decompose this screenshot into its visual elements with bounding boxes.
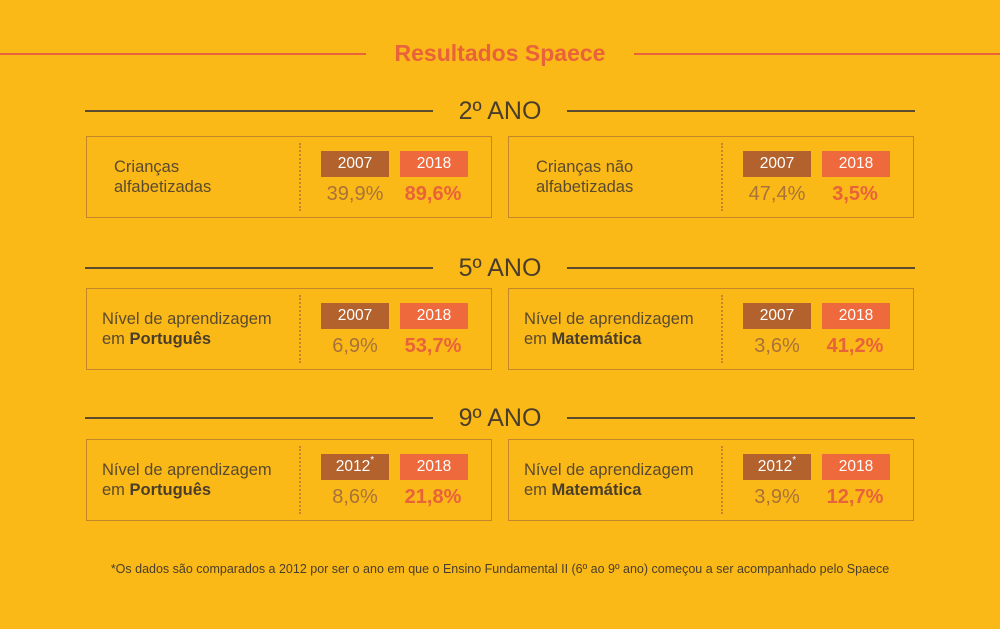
value-new: 89,6%	[404, 183, 462, 205]
value-new: 41,2%	[826, 335, 884, 357]
heading-rule-right	[567, 267, 915, 269]
year-badge-new: 2018	[400, 454, 468, 480]
heading-rule-right	[567, 110, 915, 112]
section-heading-5-ano	[85, 253, 915, 283]
value-new: 53,7%	[404, 335, 462, 357]
year-badge-old: 2007	[321, 303, 389, 329]
card-9ano-portugues	[86, 439, 492, 521]
label-line1: Crianças	[114, 158, 180, 176]
card-label	[536, 137, 633, 217]
card-divider	[721, 295, 723, 363]
title-rule-left	[0, 53, 366, 55]
value-new: 3,5%	[832, 183, 878, 205]
card-divider	[721, 446, 723, 514]
year-badge-new: 2018	[822, 151, 890, 177]
label-subject: Matemática	[551, 330, 642, 348]
card-divider	[721, 143, 723, 211]
value-old: 6,9%	[332, 335, 378, 357]
label-subject: Matemática	[551, 481, 642, 499]
year-badge-old: 2007	[743, 303, 811, 329]
card-label	[102, 440, 272, 520]
card-divider	[299, 446, 301, 514]
label-line2: alfabetizadas	[114, 178, 212, 196]
card-label	[524, 440, 694, 520]
label-subject: Português	[129, 330, 212, 348]
label-line2: em	[102, 481, 130, 499]
value-old: 3,6%	[754, 335, 800, 357]
label-line1: Nível de aprendizagem	[524, 461, 694, 479]
label-line1: Nível de aprendizagem	[102, 310, 272, 328]
value-new: 12,7%	[826, 486, 884, 508]
heading-rule-left	[85, 110, 433, 112]
card-5ano-matematica	[508, 288, 914, 370]
title-row	[0, 36, 1000, 70]
card-5ano-portugues	[86, 288, 492, 370]
value-old: 47,4%	[748, 183, 806, 205]
label-line2: alfabetizadas	[536, 178, 634, 196]
card-9ano-matematica	[508, 439, 914, 521]
card-criancas-alfabetizadas	[86, 136, 492, 218]
heading-rule-right	[567, 417, 915, 419]
label-line1: Nível de aprendizagem	[524, 310, 694, 328]
year-badge-new: 2018	[400, 151, 468, 177]
label-line1: Nível de aprendizagem	[102, 461, 272, 479]
value-old: 39,9%	[326, 183, 384, 205]
year-badge-old: 2007	[743, 151, 811, 177]
section-heading-text: 9º ANO	[458, 404, 542, 432]
footnote-marker: *	[370, 455, 375, 466]
card-divider	[299, 143, 301, 211]
value-new: 21,8%	[404, 486, 462, 508]
year-badge-old	[743, 454, 811, 480]
heading-rule-left	[85, 417, 433, 419]
year-badge-old: 2007	[321, 151, 389, 177]
year-badge-new: 2018	[400, 303, 468, 329]
year-badge-old	[321, 454, 389, 480]
label-line2: em	[102, 330, 130, 348]
heading-rule-left	[85, 267, 433, 269]
card-label	[114, 137, 211, 217]
card-divider	[299, 295, 301, 363]
footnote: *Os dados são comparados a 2012 por ser o ano em que o Ensino Fundamental II (6º ao 9º ano) começou a ser acompanhado pelo Spaece	[110, 562, 890, 576]
label-line2: em	[524, 330, 552, 348]
section-heading-text: 5º ANO	[458, 254, 542, 282]
footnote-marker: *	[792, 455, 797, 466]
section-heading-2-ano	[85, 96, 915, 126]
value-old: 3,9%	[754, 486, 800, 508]
year-badge-new: 2018	[822, 454, 890, 480]
label-line1: Crianças não	[536, 158, 634, 176]
section-heading-9-ano	[85, 403, 915, 433]
card-label	[524, 289, 694, 369]
page-title: Resultados Spaece	[394, 40, 606, 66]
title-rule-right	[634, 53, 1000, 55]
label-subject: Português	[129, 481, 212, 499]
section-heading-text: 2º ANO	[458, 97, 542, 125]
year-old-text: 2012	[757, 458, 793, 475]
year-old-text: 2012	[335, 458, 371, 475]
value-old: 8,6%	[332, 486, 378, 508]
card-label	[102, 289, 272, 369]
card-criancas-nao-alfabetizadas	[508, 136, 914, 218]
label-line2: em	[524, 481, 552, 499]
year-badge-new: 2018	[822, 303, 890, 329]
